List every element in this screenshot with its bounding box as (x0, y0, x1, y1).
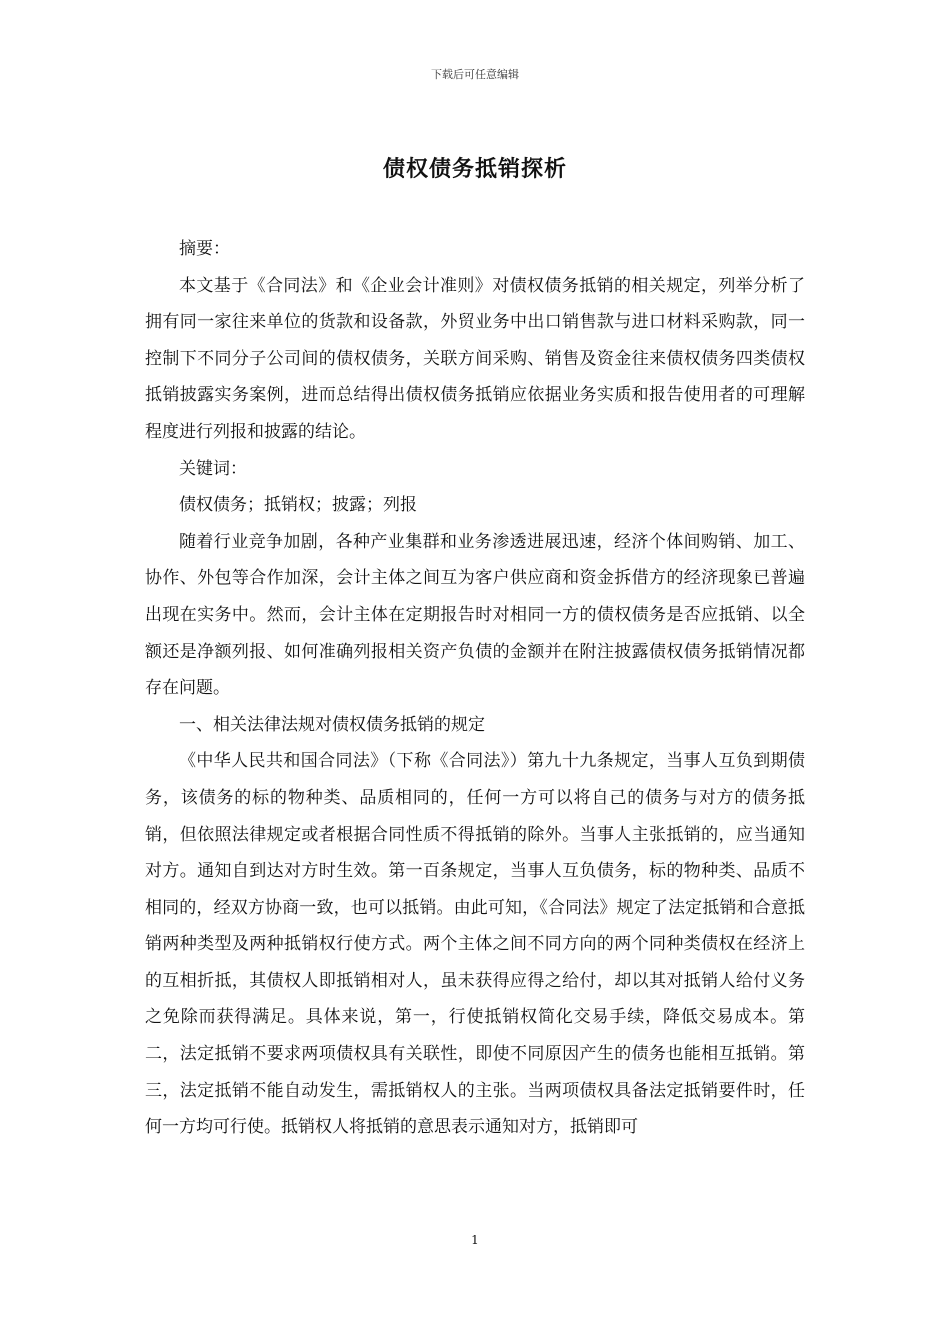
document-title: 债权债务抵销探析 (382, 156, 567, 182)
abstract-text: 本文基于《合同法》和《企业会计准则》对债权债务抵销的相关规定，列举分析了拥有同一家往来单位的货款和设备款，外贸业务中出口销售款与进口材料采购款，同一控制下不同分子公司间的债权债务，关联方间采购、销售及资金往来债权债务四类债权抵销披露实务案例，进而总结得出债权债务抵销应依据业务实质和报告使用者的可理解程度进行列报和披露的结论。 (145, 275, 805, 442)
keywords-label: 关键词： (179, 458, 247, 479)
keywords-text: 债权债务；抵销权；披露；列报 (179, 495, 417, 516)
intro-paragraph: 随着行业竞争加剧，各种产业集群和业务渗透进展迅速，经济个体间购销、加工、协作、外包等合作加深，会计主体之间互为客户供应商和资金拆借方的经济现象已普遍出现在实务中。然而，会计主体在定期报告时对相同一方的债权债务是否应抵销、以全额还是净额列报、如何准确列报相关资产负债的金额并在附注披露债权债务抵销情况都存在问题。 (145, 531, 805, 699)
page-number: 1 (471, 1233, 479, 1247)
abstract-label: 摘要： (179, 239, 230, 259)
header-note: 下载后可任意编辑 (431, 68, 519, 81)
body-paragraph: 《中华人民共和国合同法》（下称《合同法》）第九十九条规定，当事人互负到期债务，该债务的标的物种类、品质相同的，任何一方可以将自己的债务与对方的债务抵销，但依照法律规定或者根据合同性质不得抵销的除外。当事人主张抵销的，应当通知对方。通知自到达对方时生效。第一百条规定，当事人互负债务，标的物种类、品质不相同的，经双方协商一致，也可以抵销。由此可知，《合同法》规定了法定抵销和合意抵销两种类型及两种抵销权行使方式。两个主体之间不同方向的两个同种类债权在经济上的互相折抵，其债权人即抵销相对人，虽未获得应得之给付，却以其对抵销人给付义务之免除而获得满足。具体来说，第一，行使抵销权简化交易手续，降低交易成本。第二，法定抵销不要求两项债权具有关联性，即使不同原因产生的债务也能相互抵销。第三，法定抵销不能自动发生，需抵销权人的主张。当两项债权具备法定抵销要件时，任何一方均可行使。抵销权人将抵销的意思表示通知对方，抵销即可 (145, 751, 805, 1138)
section-heading: 一、相关法律法规对债权债务抵销的规定 (179, 714, 485, 735)
document-body (145, 231, 805, 1146)
